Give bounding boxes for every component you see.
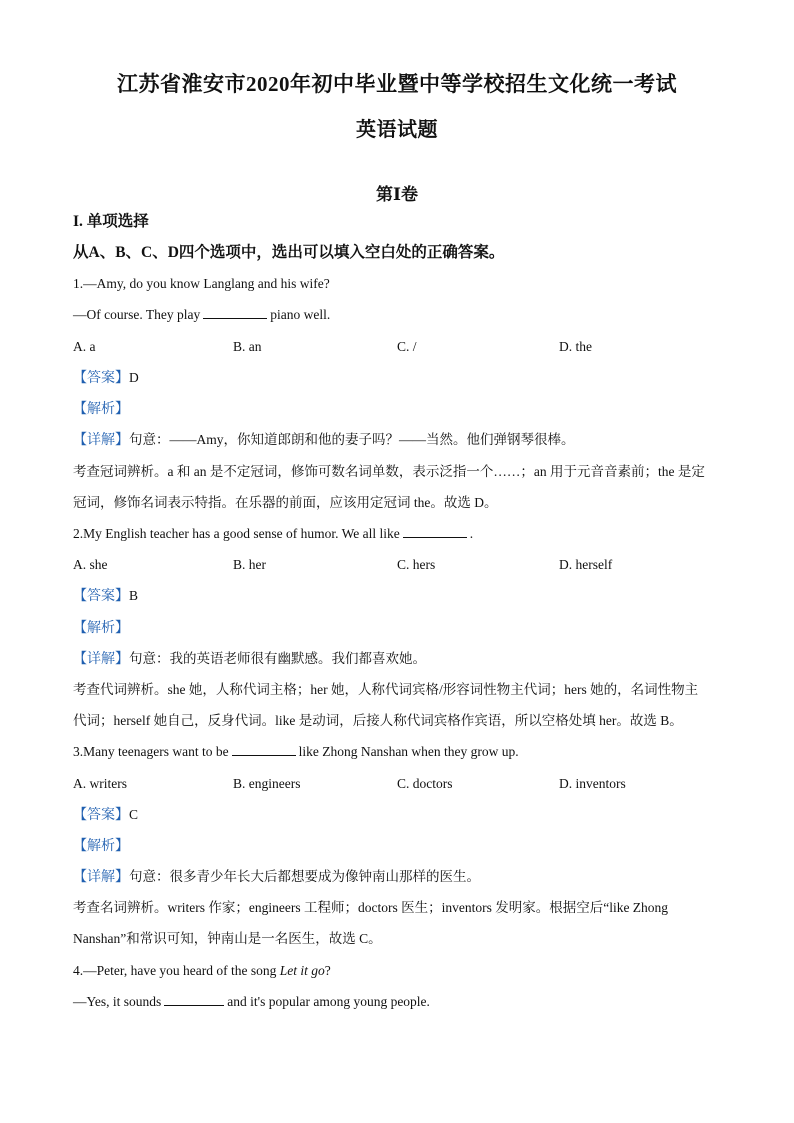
q2-explain-line2: 代词；herself 她自己，反身代词。like 是动词，后接人称代词宾格作宾语，所以空格处填 her。故选 B。 (73, 713, 683, 728)
q2-option-b: B. her (233, 557, 266, 572)
q2-option-d: D. herself (559, 557, 613, 572)
q1-explain-line1: 考查冠词辨析。a 和 an 是不定冠词，修饰可数名词单数，表示泛指一个……；an 用于元音音素前；the 是定 (73, 464, 705, 479)
q4-blank (164, 993, 224, 1006)
q3-stem-part2: like Zhong Nanshan when they grow up. (298, 744, 519, 759)
q3-detail (73, 867, 480, 888)
q2-stem-part1: 2.My English teacher has a good sense of humor. We all like (73, 526, 400, 541)
analysis-label: 【解析】 (73, 621, 129, 636)
q3-option-c: C. doctors (397, 776, 453, 791)
q3-explain-line2: Nanshan”和常识可知，钟南山是一名医生，故选 C。 (73, 931, 382, 946)
q1-answer-value: D (129, 370, 139, 385)
q3-option-b: B. engineers (233, 776, 301, 791)
detail-label: 【详解】 (73, 433, 129, 448)
q1-stem-line2 (73, 305, 330, 325)
q4-stem-line2 (73, 992, 430, 1012)
q2-stem (73, 524, 473, 544)
q4-stem-part2: ? (324, 963, 331, 978)
q3-stem-part1: 3.Many teenagers want to be (73, 744, 229, 759)
answer-label: 【答案】 (73, 589, 129, 604)
q2-blank (403, 525, 467, 538)
q3-option-d: D. inventors (559, 776, 626, 791)
q1-stem-line1: 1.—Amy, do you know Langlang and his wife? (73, 276, 330, 291)
q4-stem-part3: —Yes, it sounds (73, 994, 162, 1009)
q1-analysis-label (73, 399, 129, 420)
q1-option-b: B. an (233, 339, 262, 354)
exam-title: 江苏省淮安市2020年初中毕业暨中等学校招生文化统一考试 (117, 72, 677, 96)
q2-explain-line1: 考查代词辨析。she 她，人称代词主格；her 她，人称代词宾格/形容词性物主代词；hers 她的，名词性物主 (73, 682, 699, 697)
q4-stem-part4: and it's popular among young people. (227, 994, 430, 1009)
q1-stem-part2: piano well. (270, 307, 331, 322)
section-heading: I. 单项选择 (73, 213, 149, 230)
q3-explain-line1: 考查名词辨析。writers 作家；engineers 工程师；doctors 医生；inventors 发明家。根据空后“like Zhong (73, 900, 669, 915)
q2-option-a: A. she (73, 557, 108, 572)
q3-answer (73, 805, 138, 826)
detail-label: 【详解】 (73, 652, 129, 667)
q3-analysis-label (73, 836, 129, 857)
q1-blank (203, 306, 267, 319)
analysis-label: 【解析】 (73, 839, 129, 854)
q2-analysis-label (73, 618, 129, 639)
q2-option-c: C. hers (397, 557, 436, 572)
q2-detail (73, 649, 426, 670)
volume-heading: 第Ⅰ卷 (376, 185, 418, 204)
section-instruction: 从A、B、C、D四个选项中，选出可以填入空白处的正确答案。 (73, 244, 505, 261)
q2-answer-value: B (129, 588, 139, 603)
q1-option-c: C. / (397, 339, 417, 354)
q1-option-a: A. a (73, 339, 96, 354)
q1-detail (73, 430, 575, 451)
q4-stem-line1 (73, 961, 331, 981)
exam-subtitle: 英语试题 (356, 119, 438, 141)
q1-stem-part1: —Of course. They play (73, 307, 201, 322)
q1-explain-line2: 冠词，修饰名词表示特指。在乐器的前面，应该用定冠词 the。故选 D。 (73, 495, 498, 510)
q3-option-a: A. writers (73, 776, 127, 791)
q3-answer-value: C (129, 807, 139, 822)
analysis-label: 【解析】 (73, 402, 129, 417)
q2-detail-text: 句意：我的英语老师很有幽默感。我们都喜欢她。 (129, 651, 426, 666)
q4-stem-part1: 4.—Peter, have you heard of the song (73, 963, 277, 978)
q3-blank (232, 743, 296, 756)
q1-detail-text: 句意：——Amy，你知道郎朗和他的妻子吗？——当然。他们弹钢琴很棒。 (129, 432, 575, 447)
q4-song-title: Let it go (279, 963, 325, 978)
answer-label: 【答案】 (73, 808, 129, 823)
q2-answer (73, 586, 138, 607)
detail-label: 【详解】 (73, 870, 129, 885)
q1-answer (73, 368, 139, 389)
q3-stem (73, 742, 519, 762)
q2-stem-part2: . (469, 526, 474, 541)
q3-detail-text: 句意：很多青少年长大后都想要成为像钟南山那样的医生。 (129, 869, 480, 884)
q1-option-d: D. the (559, 339, 592, 354)
answer-label: 【答案】 (73, 371, 129, 386)
